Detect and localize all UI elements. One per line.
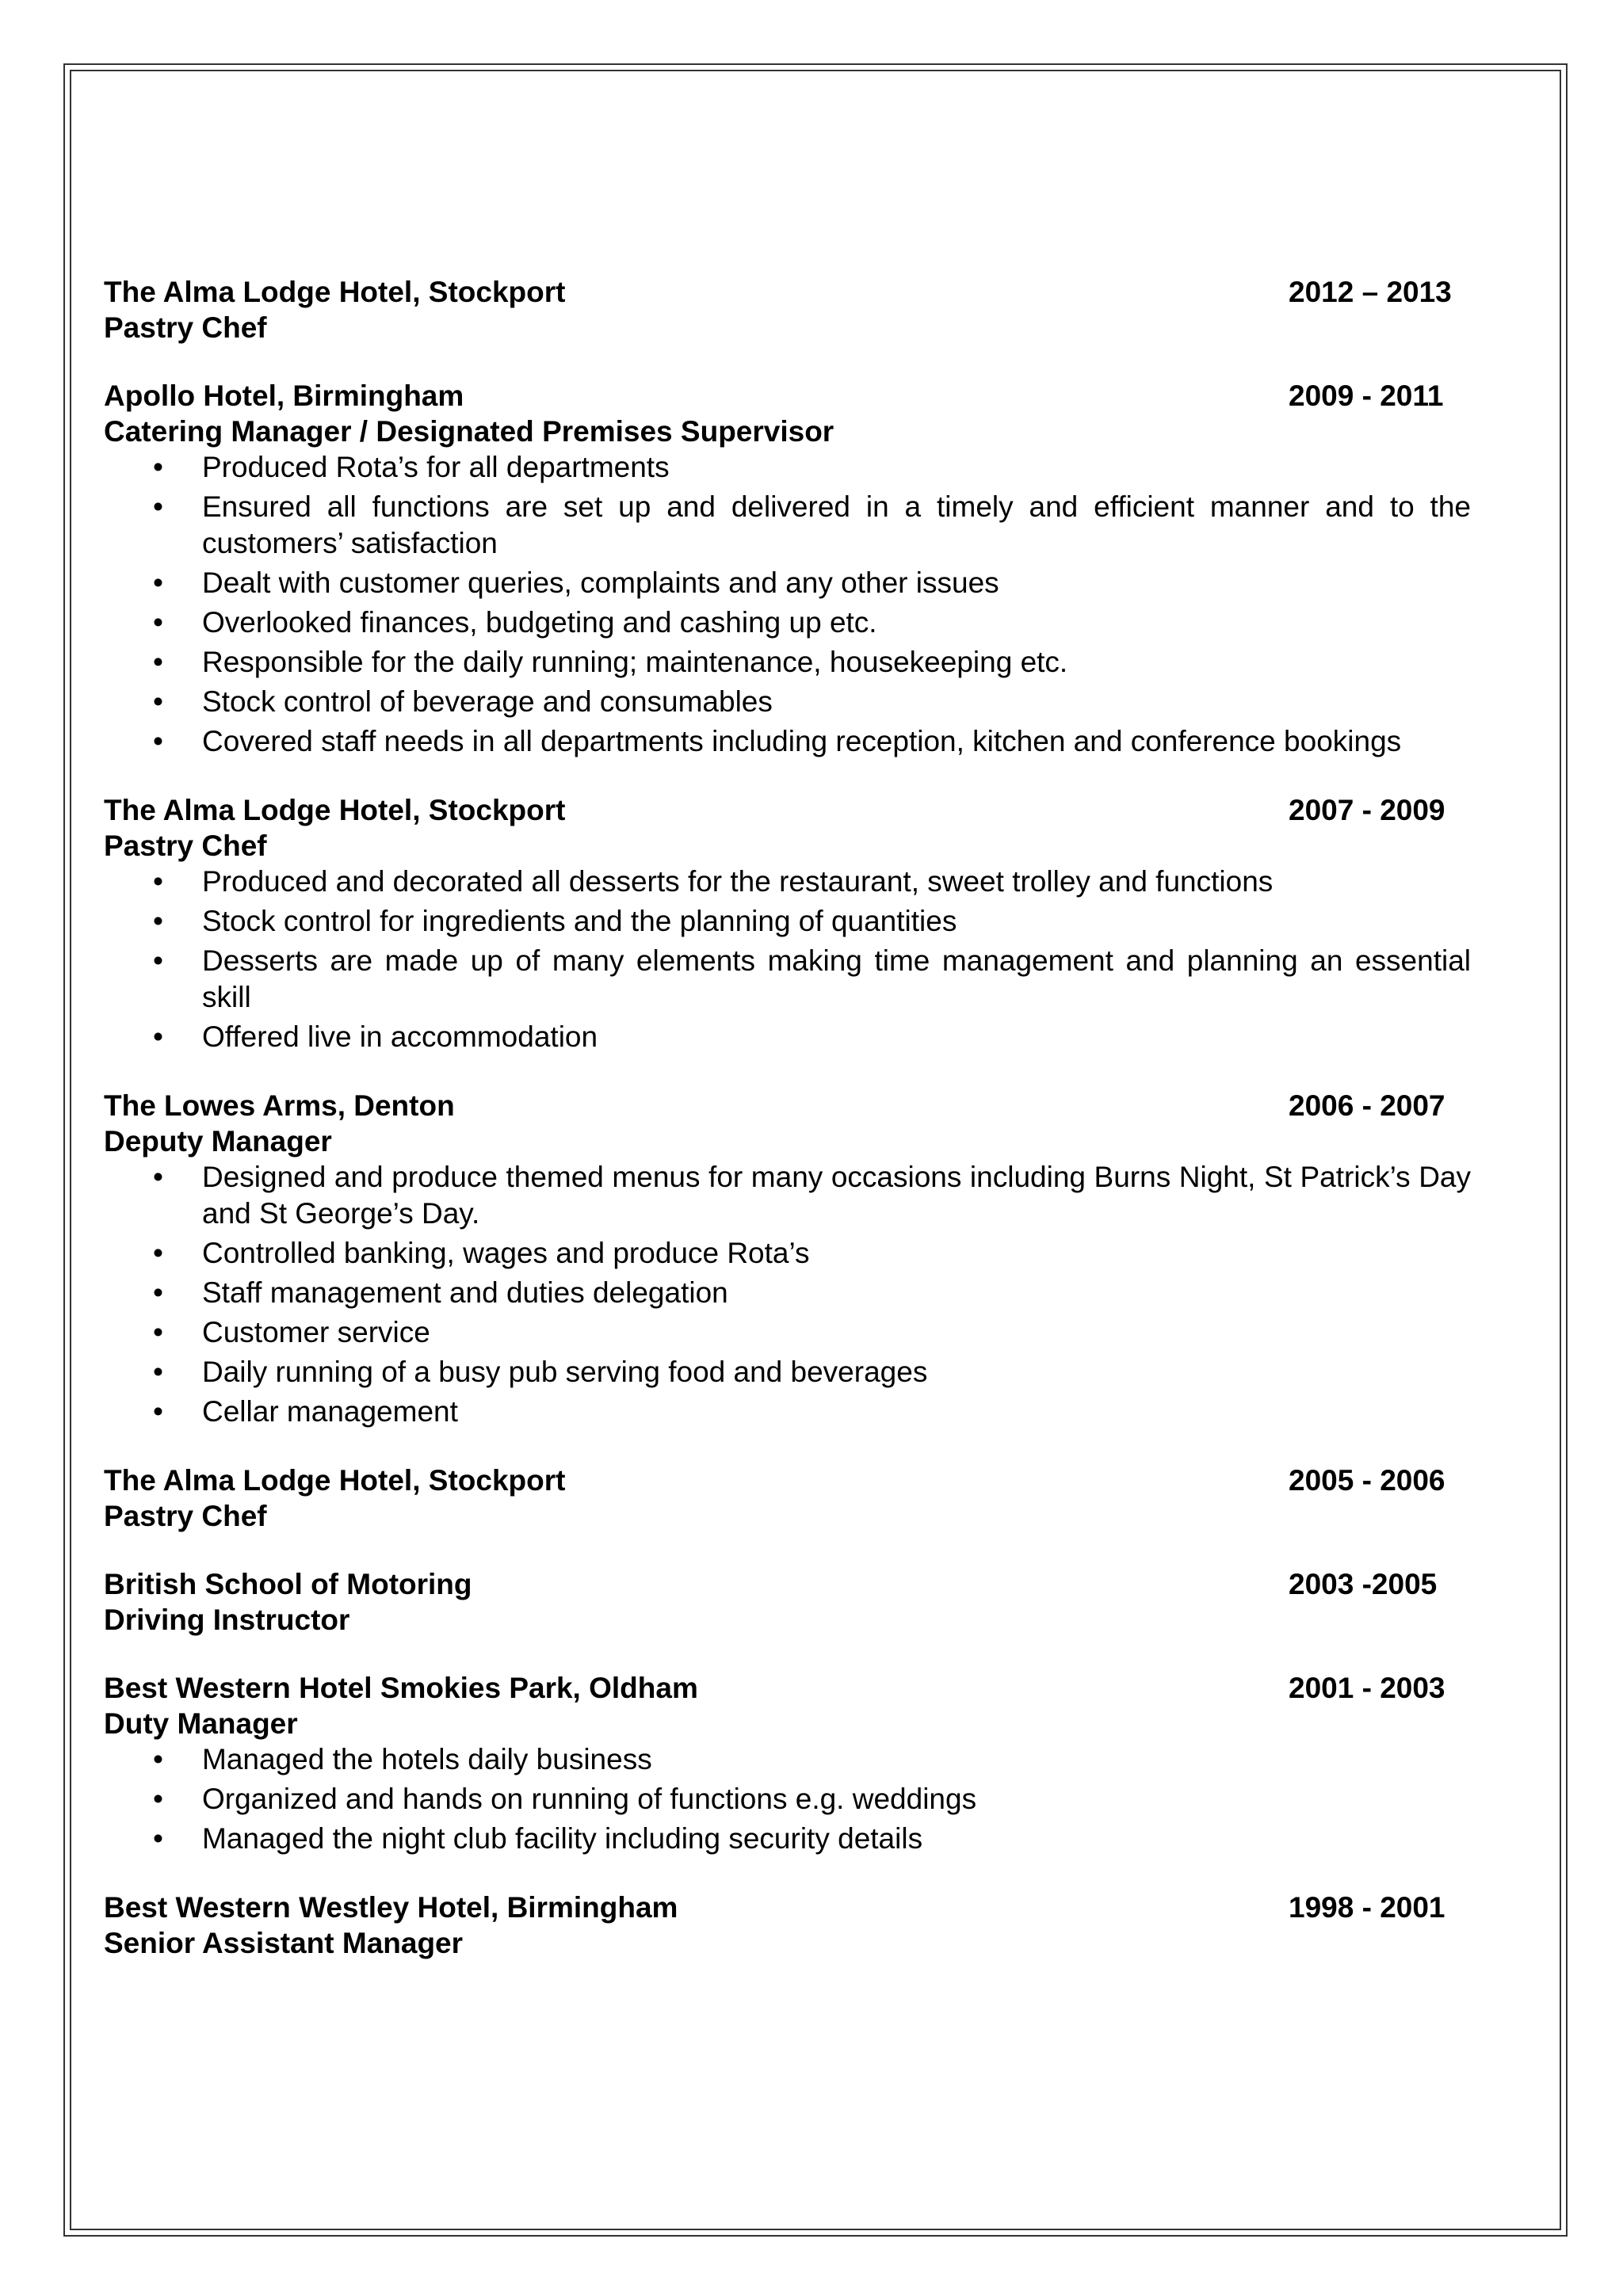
job-title: Catering Manager / Designated Premises Supervisor [104,415,834,448]
job-entry [104,274,1471,345]
job-header [104,1088,1471,1123]
duties-list [104,449,1471,760]
duty-item: • Responsible for the daily running; maintenance, housekeeping etc. [104,644,1471,681]
job-entry [104,1890,1471,1961]
employment-history [104,274,1471,1993]
duty-item: • Stock control for ingredients and the planning of quantities [104,903,1471,940]
job-entry [104,1463,1471,1534]
duty-item: • Produced Rota’s for all departments [104,449,1471,486]
employer-name: The Alma Lodge Hotel, Stockport [104,276,566,308]
duty-item: • Dealt with customer queries, complaints and any other issues [104,565,1471,601]
employment-years: 2009 - 2011 [1289,379,1444,412]
job-header [104,1670,1471,1706]
duty-item: • Designed and produce themed menus for many occasions including Burns Night, St Patrick’s Day and St George’s Day. [104,1159,1471,1232]
duty-item: • Cellar management [104,1394,1471,1430]
job-header [104,274,1471,310]
job-header [104,1890,1471,1925]
employment-years: 2006 - 2007 [1289,1089,1445,1122]
duty-item: • Produced and decorated all desserts for the restaurant, sweet trolley and functions [104,864,1471,900]
duty-item: • Staff management and duties delegation [104,1275,1471,1311]
duty-item: • Covered staff needs in all departments including reception, kitchen and conference bookings [104,723,1471,760]
employment-years: 2012 – 2013 [1289,276,1452,308]
job-title: Duty Manager [104,1707,298,1740]
duty-item: • Organized and hands on running of functions e.g. weddings [104,1781,1471,1817]
duties-list [104,1741,1471,1857]
job-entry [104,792,1471,1055]
job-header [104,378,1471,414]
duty-item: • Daily running of a busy pub serving food and beverages [104,1354,1471,1390]
job-header [104,792,1471,828]
duties-list [104,864,1471,1055]
duty-item: • Desserts are made up of many elements making time management and planning an essential skill [104,943,1471,1016]
duty-item: • Customer service [104,1314,1471,1351]
employment-years: 2007 - 2009 [1289,794,1445,826]
employment-years: 2003 -2005 [1289,1568,1438,1600]
duty-item: • Controlled banking, wages and produce Rota’s [104,1235,1471,1272]
job-title: Pastry Chef [104,311,267,344]
duties-list [104,1159,1471,1430]
job-entry [104,378,1471,760]
job-title: Pastry Chef [104,830,267,862]
employer-name: The Lowes Arms, Denton [104,1089,455,1122]
job-header [104,1566,1471,1602]
duty-item: • Managed the hotels daily business [104,1741,1471,1778]
employer-name: The Alma Lodge Hotel, Stockport [104,1464,566,1497]
employer-name: Apollo Hotel, Birmingham [104,379,464,412]
job-entry [104,1566,1471,1638]
employer-name: Best Western Westley Hotel, Birmingham [104,1891,678,1924]
job-title: Deputy Manager [104,1125,332,1158]
job-title: Senior Assistant Manager [104,1927,464,1959]
job-title: Pastry Chef [104,1500,267,1532]
duty-item: • Offered live in accommodation [104,1019,1471,1055]
job-entry [104,1088,1471,1430]
job-header [104,1463,1471,1498]
job-title: Driving Instructor [104,1604,350,1636]
employment-years: 2005 - 2006 [1289,1464,1445,1497]
employment-years: 2001 - 2003 [1289,1672,1445,1704]
duty-item: • Ensured all functions are set up and delivered in a timely and efficient manner and to the customers’ satisfaction [104,489,1471,562]
job-entry [104,1670,1471,1857]
employer-name: Best Western Hotel Smokies Park, Oldham [104,1672,698,1704]
duty-item: • Stock control of beverage and consumables [104,684,1471,720]
employer-name: British School of Motoring [104,1568,472,1600]
duty-item: • Overlooked finances, budgeting and cashing up etc. [104,605,1471,641]
employer-name: The Alma Lodge Hotel, Stockport [104,794,566,826]
duty-item: • Managed the night club facility including security details [104,1821,1471,1857]
employment-years: 1998 - 2001 [1289,1891,1445,1924]
